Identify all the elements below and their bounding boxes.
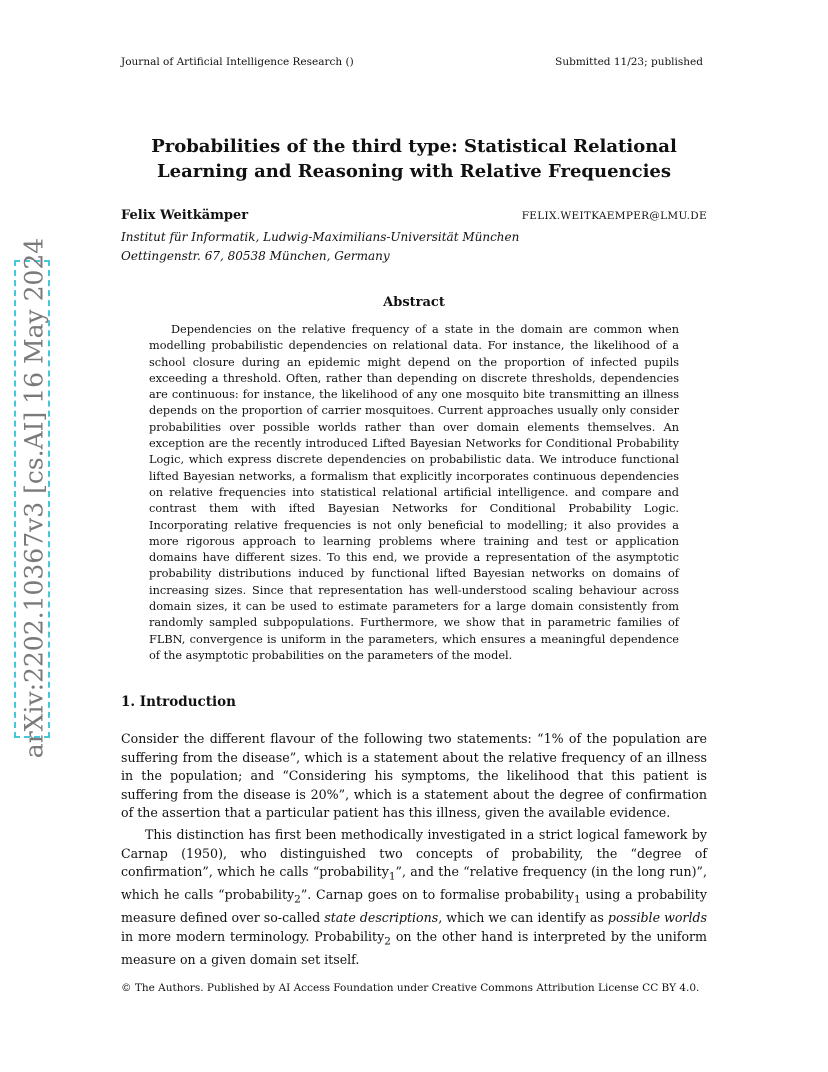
emphasis-state-descriptions: state descriptions <box>324 910 439 926</box>
author-email-link[interactable]: FELIX.WEITKAEMPER@LMU.DE <box>521 210 707 222</box>
journal-name: Journal of Artificial Intelligence Research () <box>121 56 354 68</box>
abstract-text: Dependencies on the relative frequency of a state in the domain are common when modelling probabilistic dependencies on relational data. For instance, the likelihood of a school closure during an epidemic might depend on the proportion of infected pupils exceeding a threshold. Often, rather than depending on discrete thresholds, dependencies are continuous: for instance, the likelihood of any one mosquito bite transmitting an illness depends on the proportion of carrier mosquitoes. Current approaches usually only consider probabilities over possible worlds rather than over domain elements themselves. An exception are the recently introduced Lifted Bayesian Networks for Conditional Probability Logic, which express discrete dependencies on probabilistic data. We introduce functional lifted Bayesian networks, a formalism that explicitly incorporates continuous dependencies on relative frequencies into statistical relational artificial intelligence. and compare and contrast them with ifted Bayesian Networks for Conditional Probability Logic. Incorporating relative frequencies is not only beneficial to modelling; it also provides a more rigorous approach to learning problems where training and test or application domains have different sizes. To this end, we provide a representation of the asymptotic probability distributions induced by functional lifted Bayesian networks on domains of increasing sizes. Since that representation has well-understood scaling behaviour across domain sizes, it can be used to estimate parameters for a large domain consistently from randomly sampled subpopulations. Furthermore, we show that in parametric families of FLBN, convergence is uniform in the parameters, which ensures a meaningful dependence of the asymptotic probabilities on the parameters of the model. <box>149 323 679 662</box>
affiliation-line-2: Oettingenstr. 67, 80538 München, Germany <box>121 249 390 263</box>
intro-paragraph-1: Consider the different flavour of the following two statements: “1% of the population are suffering from the disease”, which is a statement about the relative frequency of an illness in the population; and “Considering his symptoms, the likelihood that this patient is suffering from the disease is 20%”, which is a statement about the degree of confirmation of the assertion that a particular patient has this illness, given the available evidence. <box>121 731 707 821</box>
text-run: using a probability measure defined over so-called <box>121 887 707 926</box>
text-run: in more modern terminology. Probability <box>121 929 385 944</box>
emphasis-possible-worlds: possible worlds <box>607 910 707 926</box>
running-head <box>121 56 703 68</box>
text-run: ”, and the “relative frequency (in the long run)”, which he calls “probability <box>121 864 707 903</box>
intro-paragraph-2 <box>121 826 707 970</box>
subscript: 2 <box>384 935 391 948</box>
author-affiliation <box>121 228 707 266</box>
subscript: 1 <box>574 893 581 906</box>
author-block <box>121 208 707 223</box>
license-footer: © The Authors. Published by AI Access Foundation under Creative Commons Attribution License CC BY 4.0. <box>121 982 700 994</box>
text-run: ”. Carnap goes on to formalise probability <box>300 887 575 903</box>
subscript: 1 <box>388 870 396 883</box>
author-name: Felix Weitkämper <box>121 208 249 223</box>
abstract-heading: Abstract <box>383 295 445 310</box>
affiliation-line-1: Institut für Informatik, Ludwig-Maximilians-Universität München <box>121 230 520 244</box>
submission-info: Submitted 11/23; published <box>555 56 703 68</box>
text-run: , which we can identify as <box>438 910 608 926</box>
paper-title: Probabilities of the third type: Statistical Relational Learning and Reasoning with Relative Frequencies <box>151 136 677 182</box>
text-run: This distinction has first been methodically investigated in a strict logical famework by Carnap (1950), who distinguished two concepts of probability, the “degree of confirmation”, which he calls “probability <box>121 827 707 880</box>
arxiv-identifier: arXiv:2202.10367v3 [cs.AI] 16 May 2024 <box>19 237 49 759</box>
text-run: on the other hand is interpreted by the uniform measure on a given domain set itself. <box>121 929 707 968</box>
section-heading-introduction: 1. Introduction <box>121 694 236 710</box>
subscript: 2 <box>294 893 301 906</box>
